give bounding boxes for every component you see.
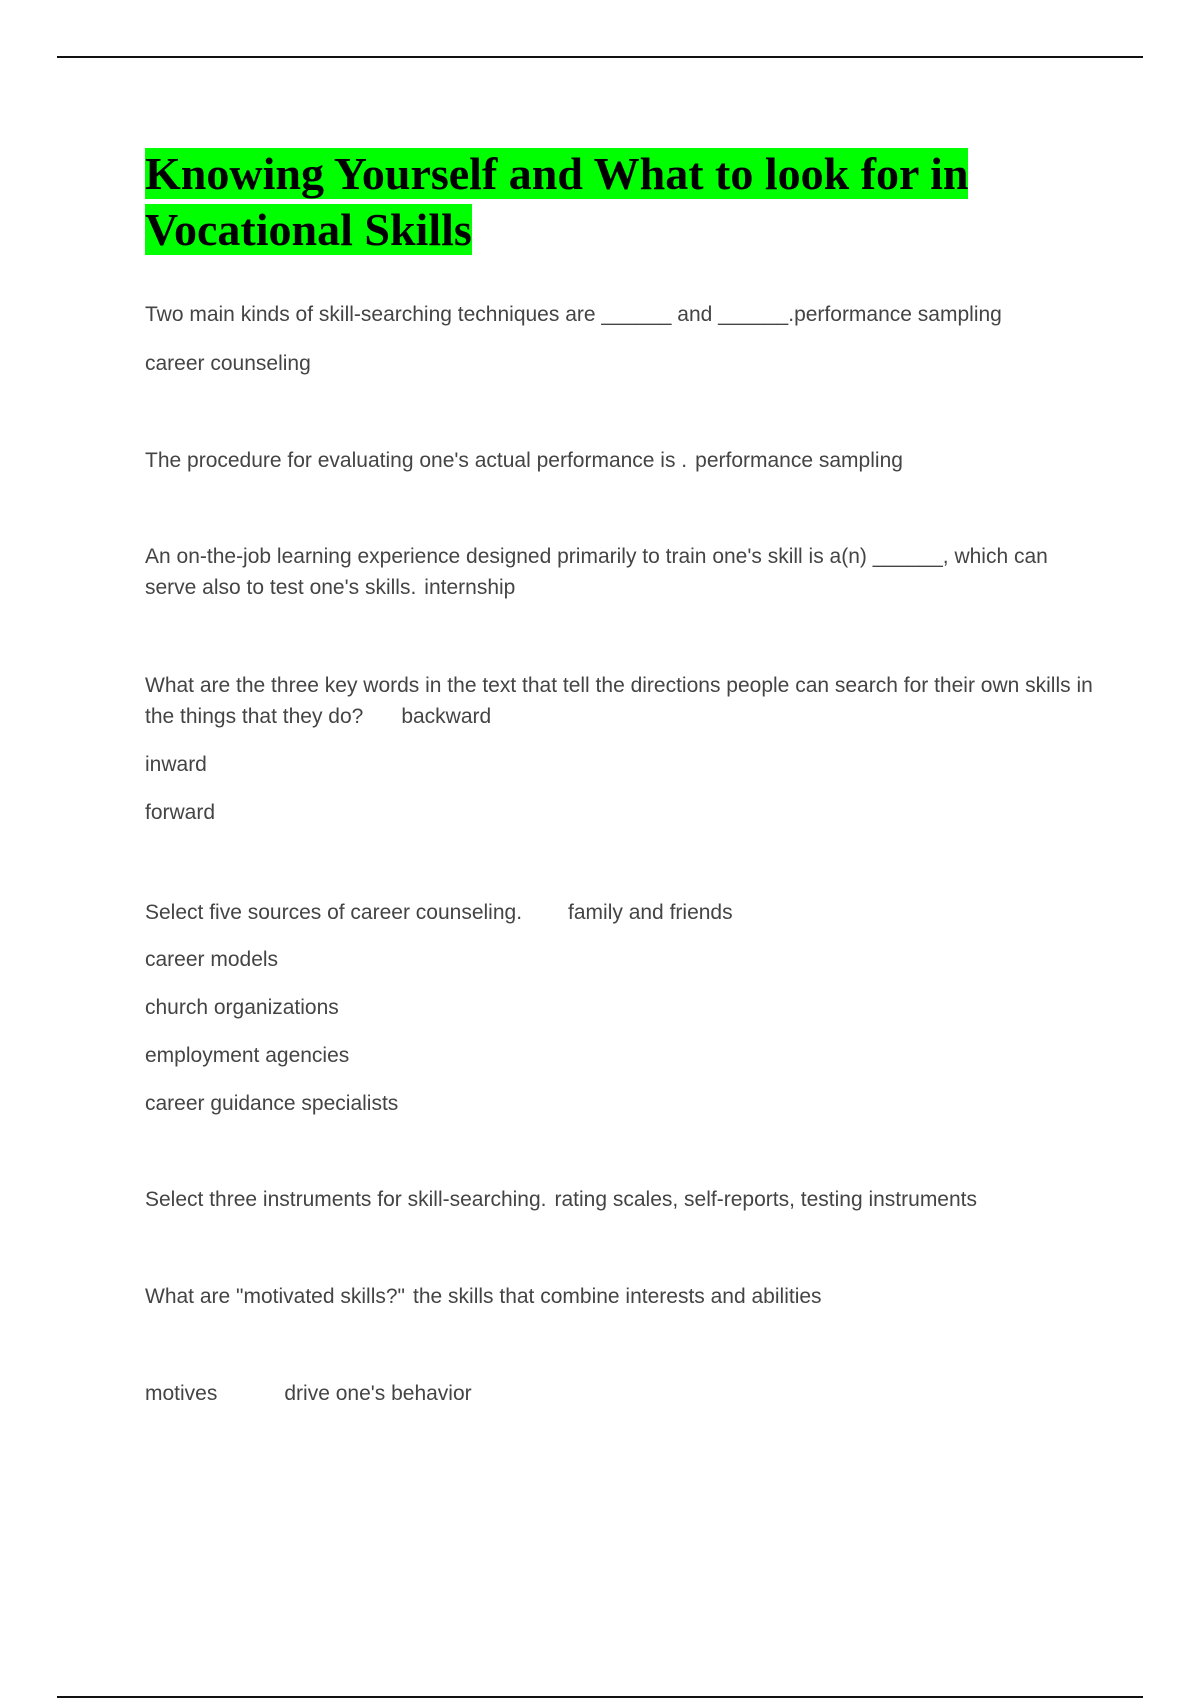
qa-item-2 [145, 446, 1095, 476]
answer-text: career counseling [145, 352, 311, 375]
answer-text: forward [145, 801, 216, 824]
document-body [145, 146, 1095, 1405]
answer-text: performance sampling [794, 303, 1002, 326]
question-text: What are "motivated skills?" [145, 1285, 405, 1308]
answer-text: church organizations [145, 996, 339, 1019]
answer-text: performance sampling [695, 449, 903, 472]
document-title [145, 146, 1045, 258]
qa-item-5 [145, 897, 1095, 1119]
question-text: An on-the-job learning experience designed primarily to train one's skill is a(n) ______, which can serve also to test one's skills. [145, 545, 1048, 599]
top-rule [57, 56, 1143, 58]
qa-item-4 [145, 670, 1095, 828]
answer-text: career guidance specialists [145, 1092, 399, 1115]
answer-text: internship [424, 576, 516, 599]
answer-text: family and friends [568, 901, 733, 924]
qa-item-7 [145, 1281, 1095, 1312]
answer-text: the skills that combine interests and abilities [413, 1285, 822, 1308]
question-text: motives [145, 1382, 218, 1405]
answer-text: rating scales, self-reports, testing instruments [554, 1188, 978, 1211]
title-highlight: Knowing Yourself and What to look for in Vocational Skills [145, 148, 969, 255]
qa-item-1 [145, 300, 1095, 379]
bottom-rule [57, 1696, 1143, 1698]
question-text: Two main kinds of skill-searching techniques are ______ and ______. [145, 303, 795, 326]
qa-item-3 [145, 541, 1095, 603]
question-text: The procedure for evaluating one's actual performance is . [145, 449, 688, 472]
answer-text: employment agencies [145, 1044, 350, 1067]
qa-item-6 [145, 1184, 1095, 1215]
question-text: What are the three key words in the text that tell the directions people can search for their own skills in the things that they do? [145, 674, 1093, 728]
answer-text: drive one's behavior [284, 1382, 472, 1405]
answer-text: inward [145, 753, 207, 776]
qa-item-8 [145, 1378, 1095, 1409]
answer-text: backward [401, 705, 492, 728]
question-text: Select five sources of career counseling. [145, 901, 523, 924]
question-text: Select three instruments for skill-searching. [145, 1188, 547, 1211]
answer-text: career models [145, 948, 279, 971]
